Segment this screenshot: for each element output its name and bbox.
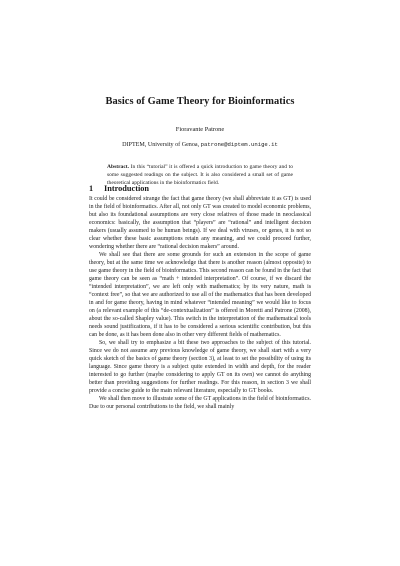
author-email: patrone@diptem.unige.it bbox=[200, 141, 278, 148]
affiliation bbox=[0, 141, 400, 148]
affiliation-text: DIPTEM, University of Genoa, bbox=[122, 142, 201, 148]
abstract-text: In this “tutorial” it is offered a quick introduction to game theory and to some suggested readings on the subject. It is also considered a small set of game theoretical applications in the bioinformatics field. bbox=[107, 164, 293, 186]
abstract-label: Abstract. bbox=[107, 164, 130, 170]
author-name: Fioravante Patrone bbox=[175, 126, 225, 133]
section-number: 1 bbox=[89, 184, 94, 193]
section-title: Introduction bbox=[104, 184, 150, 193]
paragraph: We shall then move to illustrate some of the GT applications in the field of bioinformatics. Due to our personal contributions to the field, we shall mainly bbox=[89, 395, 311, 410]
paragraph: We shall see that there are some grounds for such an extension in the scope of game theory, but at the same time we acknowledge that there is another reason (almost opposite) to use game theory in the field of bioinformatics. This second reason can be found in the fact that game theory can be seen as “math + intended interpretation”. Of course, if we discard the “intended interpretation”, we are left only with mathematics; by its very nature, math is “context free”, so that we are authorized to use all of the mathematics that has been developed in and for game theory, having in mind whatever “intended meaning” we would like to focus on (a relevant example of this “de-contextualization” is offered in Moretti and Patrone (2008), about the so-called Shapley value). This switch in the interpretation of the mathematical tools needs sound justifications, if it has to be considered a serious scientific contribution, but this can be done, as it has been done also in other very different fields of mathematics. bbox=[89, 251, 311, 338]
paragraph: It could be considered strange the fact that game theory (we shall abbreviate it as GT) is used in the field of bioinformatics. After all, not only GT was created to model economic problems, but also its foundational assumptions are very close relatives of those made in neoclassical economics: basically, the assumption that “players” are “rational” and intelligent decision makers (usually assumed to be human beings). If we deal with viruses, or genes, it is not so clear whether these basic assumptions retain any meaning, and we could proceed further, wondering whether there are “rational decision makers” around. bbox=[89, 196, 311, 250]
paragraph: So, we shall try to emphasize a bit these two approaches to the subject of this tutorial. Since we do not assume any previous knowledge of game theory, we shall start with a very quick sketch of the basics of game theory (section 3), at least to set the possibility of using its language. Since game theory is a subject quite extended in width and depth, for the reader interested to go further (maybe considering to apply GT on its own) we cannot do anything better than providing suggestions for further readings. For this reason, in section 3 we shall provide a concise guide to the main relevant literature, especially to GT books. bbox=[89, 339, 311, 394]
section-heading bbox=[89, 184, 149, 193]
section-body bbox=[89, 196, 311, 412]
paper-title: Basics of Game Theory for Bioinformatics bbox=[105, 96, 295, 107]
